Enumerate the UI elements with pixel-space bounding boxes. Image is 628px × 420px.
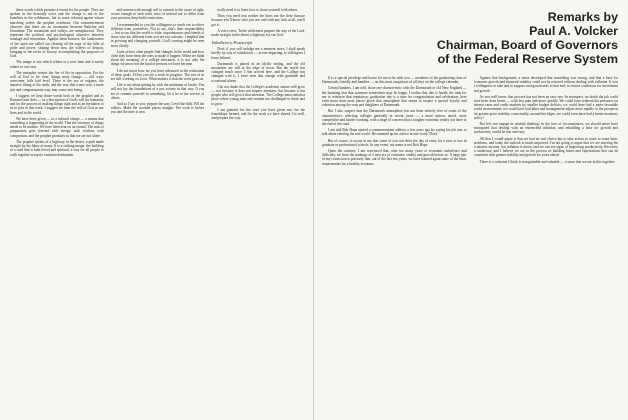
paragraph: A voice cries, 'In the wilderness prepare the way of the Lord, make straight in the desert a highway for our God.' bbox=[211, 28, 306, 38]
paragraph: The metaphor retains the fire of life in opposition. For the will of God to be clear, things must change — old ways overcome, hills laid level. There is the use of engines, the massive lifting of the earth, and the way that a new way, a more just and compassionate way, may come into being. bbox=[10, 70, 104, 92]
paragraph: There is a cohesion I think is recognizable and valuable — a sense that we are in this together. bbox=[479, 159, 615, 164]
title-line: Remarks by bbox=[547, 10, 618, 24]
paragraph: Then you need fear neither the lions nor the fiery furnace because you'll know who you are, and with any luck at all, you'll get it. bbox=[211, 14, 306, 27]
title-line: of the Federal Reserve System bbox=[437, 52, 618, 66]
paragraph: Life is not about getting by with the minimum of hassle. You will not lay the foundations of a just society in that way. If you are to commit yourself to something, let it be to the service of others. bbox=[110, 83, 205, 100]
right-column-1 bbox=[322, 76, 467, 418]
section-heading: Valedictory Postscript bbox=[211, 40, 253, 46]
title-line: Paul A. Volcker bbox=[529, 24, 618, 38]
article-title bbox=[322, 10, 618, 66]
paragraph: Now, if you will indulge me a moment more, I shall speak briefly by way of valediction — as one departing, to colleagues I leave behind. bbox=[211, 47, 306, 60]
paragraph: really need is to learn how to share yourself with others. bbox=[217, 8, 299, 12]
paragraph: Dartmouth is placed in an idyllic setting, and the old mountains are still at the edge of town. But the world has changed much since I first arrived here, and the College has changed with it. I have seen that change with gratitude and occasional alarm. bbox=[211, 61, 306, 83]
paragraph: As you well know, that process has not been an easy one. In retrospect, no doubt the job could have been done better — with less pain and more quickly. We could have reduced the pressures on interest rates and credit markets by smaller budget deficits; we could have had a more favorable world environment; we could have had labor and management adjust more rapidly to the prospects for greater price stability; conceivably, around the edges, we could even have had a better monetary policy! bbox=[473, 94, 618, 120]
paragraph: I am grateful for the trust you have given me, for the friendships formed, and for the work we have shared. Go well, and prepare the way. bbox=[211, 107, 306, 121]
paragraph: I do not doubt that the College's academic stature will grow — not because it does not require attention, but because it has people who will give it that attention. The College must remain a place where young men and women are challenged to think and to grow. bbox=[211, 84, 306, 106]
paragraph: these words which promise a return for his people. They are spoken in the heavenly voice and the charge is not to the Israelites in the wilderness, but to some celestial agents whose marching orders the prophet overhears. Our commencement observes that there are no mountains between Babylon and Jerusalem. The mountains and valleys are metaphorical. They represent the political and psychological obstacles between bondage and restoration. Against these barriers, the landowners of the spirit are called out clearing all the rope of the hills of pride and power, sloping down now the valleys of despair, bringing to the rocks of history, accomplishing the purposes of God. bbox=[10, 8, 104, 59]
paragraph: But of course, it occurs to me that some of you can defer the day of entry for a year or two in graduate or professional schools. In any event, my name is not Bob Hope. bbox=[322, 138, 467, 147]
paragraph: The prophet speaks of a highway in the desert, a path made straight by the labor of many. It is a striking image: the building of a road that is both literal and spiritual, a way for all people to walk together toward a common destination. bbox=[10, 139, 104, 157]
title-line: Chairman, Board of Governors bbox=[436, 38, 618, 52]
paragraph: The image is one which relates to a new time and it surely relates to our own. bbox=[10, 60, 104, 69]
paragraph: Quite the contrary, I am convinced that, after too many years of economic turbulence and difficulty, we have the makings of a new era of economic vitality and growth before us. A large part of my conviction is precisely that, out of the last few years, we have learned again some of the basic requirements for a healthy economy. bbox=[322, 149, 467, 166]
paragraph: All that I would argue is that we had no real choice but to take action to come to some basic problems, and today the outlook is much improved. I'm not going to argue that we are entering the economic nirvana, but inflation is down, and we can see signs of improving productivity. Recovery is underway, and I believe we are in the process of building bases and expectations that can be consistent with greater stability and growth for years ahead. bbox=[473, 136, 618, 158]
paragraph: Against that background, a sense developed that something was wrong, and that a base for economic growth and financial stability could not be restored without dealing with inflation. It was a willingness to take and to support strong measures to that end, to restore conditions for investment and growth. bbox=[473, 76, 618, 93]
left-column-3 bbox=[211, 8, 305, 412]
paragraph: Central bankers, I am told, share one characteristic with the Dartmouth of old New England — the haunting fear that someone somewhere may be happy. I realize that this is hardly the time for me to reinforce that reputation; graduation day is a time for congratulation and celebration, here even more than most places given that atmosphere that seems to inspire a special loyalty and cohesion among the sons and daughters of Dartmouth. bbox=[322, 86, 467, 108]
paragraph: But I also suspect that the Dartmouth atmosphere has not been entirely free of some of the characteristics affecting colleges generally in recent years — a more serious mood, more competitive and harder working, with a tinge of concern that a tougher economic reality out there at the end of the road. bbox=[322, 109, 467, 127]
paragraph: It is a special privilege and honor for me to be with you — members of the graduating class of Dartmouth, friendly and families — on this most auspicious of all days on the college calendar. bbox=[322, 76, 467, 85]
paragraph: I am told Bob Hope started a commencement address a few years ago by saying his job was to talk about entering the real world. He summed up his advice in one word: 'Don't.' bbox=[322, 128, 467, 137]
right-column-2 bbox=[474, 76, 619, 418]
paragraph: We have been given — in a cultural charge — a means that something is happening in the world. That the structure of things needs to be undone. We have been sent on an errand. The task of preparation goes forward with energy, with wisdom, with compassion, and the prophet promises us that we are not alone. bbox=[10, 116, 104, 138]
right-page bbox=[314, 0, 628, 420]
left-column-2 bbox=[111, 8, 205, 412]
paragraph: I recommended to you the willingness to reach out to others different from yourselves. Not to say, that's their responsibility — but to say that the world is wide, acquaintances and friends of those who are different from you are not outcasts. I implied that in growing and changing yourself, God's coming might be seen more clearly. bbox=[110, 22, 205, 48]
paragraph: And so I say to you: prepare the way. Level the hills. Fill the valleys. Make the crooked places straight. The work is before you and the time is now. bbox=[110, 102, 205, 115]
paragraph: I suggest we hear those words both as the prophet and as Roman Israel does — as a description of God's will for humanity and for the process of making things right and as an invitation to us to join in this work. I suggest we hear the will of God in our lives and in the world. bbox=[10, 93, 104, 115]
paragraph: But let's not engage in wishful thinking; in the face of circumstances, we should never have anticipated that dealing with an entrenched inflation, and rebuilding a base for growth and productivity would be fast and easy. bbox=[473, 122, 618, 135]
left-column-1 bbox=[10, 8, 104, 412]
paragraph: I do not know how far you have advanced in the realization of these goals. I'd bet you are a work in progress. The rest of us are still working on it too. What matters is that the work goes on. bbox=[110, 68, 205, 82]
paragraph: and women with enough self to commit to the cause of right, secure enough to seek truth, trust of instead not to differ from your precious deep-held convictions. bbox=[110, 8, 205, 21]
paragraph: Look at how often people find changes in the world and how often they have been the ones to make it happen. When we think about the meaning of a college education, it is not only the things we know but the kind of persons we have become. bbox=[110, 49, 205, 67]
